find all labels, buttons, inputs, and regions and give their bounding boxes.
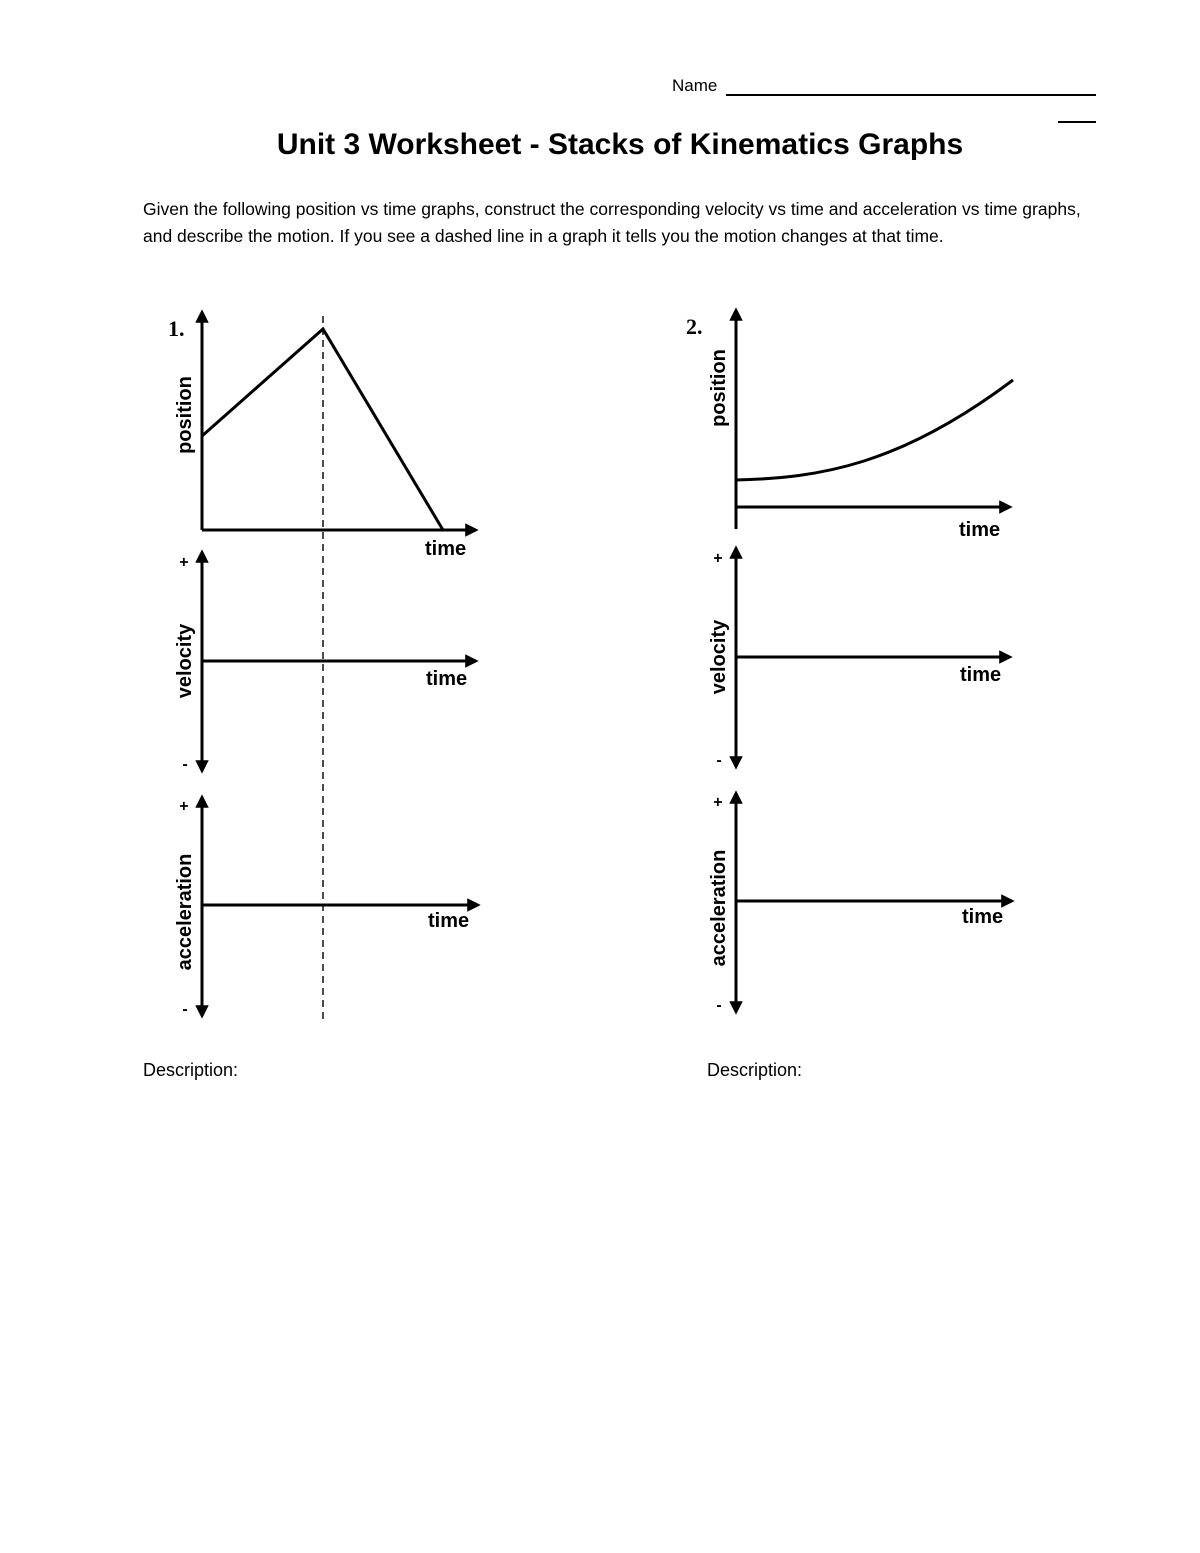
- problem-1-velocity-time-label: time: [426, 668, 468, 690]
- problem-1-number: 1.: [168, 316, 185, 341]
- problem-2-acceleration-time-label: time: [962, 906, 1004, 928]
- problem-2-velocity-graph: [708, 548, 1010, 769]
- problem-1-acceleration-axis-label: acceleration: [174, 853, 196, 971]
- problem-1-position-graph: [174, 312, 476, 560]
- problem-2-graphs: [686, 310, 1013, 1014]
- problem-2-velocity-axis-label: velocity: [708, 619, 730, 695]
- problem-1-velocity-minus: -: [182, 756, 188, 773]
- problem-2-position-time-label: time: [959, 519, 1001, 541]
- problem-2-acceleration-minus: -: [716, 997, 722, 1014]
- problem-1-velocity-graph: [174, 552, 476, 773]
- problem-1-acceleration-minus: -: [182, 1001, 188, 1018]
- problem-1-acceleration-graph: [174, 797, 478, 1018]
- problem-1-velocity-plus: +: [176, 557, 193, 567]
- problem-2-description-label: Description:: [707, 1060, 803, 1080]
- instructions-text: Given the following position vs time graphs, construct the corresponding velocity vs time and acceleration vs time graphs, and describe the motion. If you see a dashed line in a graph it tells you the motion changes at that time.: [143, 199, 1081, 246]
- problem-2-position-graph: [708, 310, 1013, 541]
- problem-2-number: 2.: [686, 314, 703, 339]
- problem-2-position-curve: [736, 380, 1013, 480]
- problem-2-position-axis-label: position: [708, 349, 730, 427]
- problem-1-velocity-axis-label: velocity: [174, 623, 196, 699]
- problem-1-acceleration-time-label: time: [428, 910, 470, 932]
- problem-1-acceleration-plus: +: [176, 801, 193, 811]
- problem-2-velocity-plus: +: [710, 553, 727, 563]
- problem-1-position-axis-label: position: [174, 376, 196, 454]
- problem-2-velocity-time-label: time: [960, 664, 1002, 686]
- page-title: Unit 3 Worksheet - Stacks of Kinematics Graphs: [276, 128, 964, 161]
- problem-2-acceleration-graph: [708, 793, 1012, 1014]
- problem-2-velocity-minus: -: [716, 752, 722, 769]
- name-label: Name: [672, 76, 718, 95]
- problem-2-acceleration-plus: +: [710, 797, 727, 807]
- problem-1-description-label: Description:: [143, 1060, 239, 1080]
- problem-2-acceleration-axis-label: acceleration: [708, 849, 730, 967]
- problem-1-graphs: [168, 312, 478, 1020]
- problem-1-position-time-label: time: [425, 538, 467, 560]
